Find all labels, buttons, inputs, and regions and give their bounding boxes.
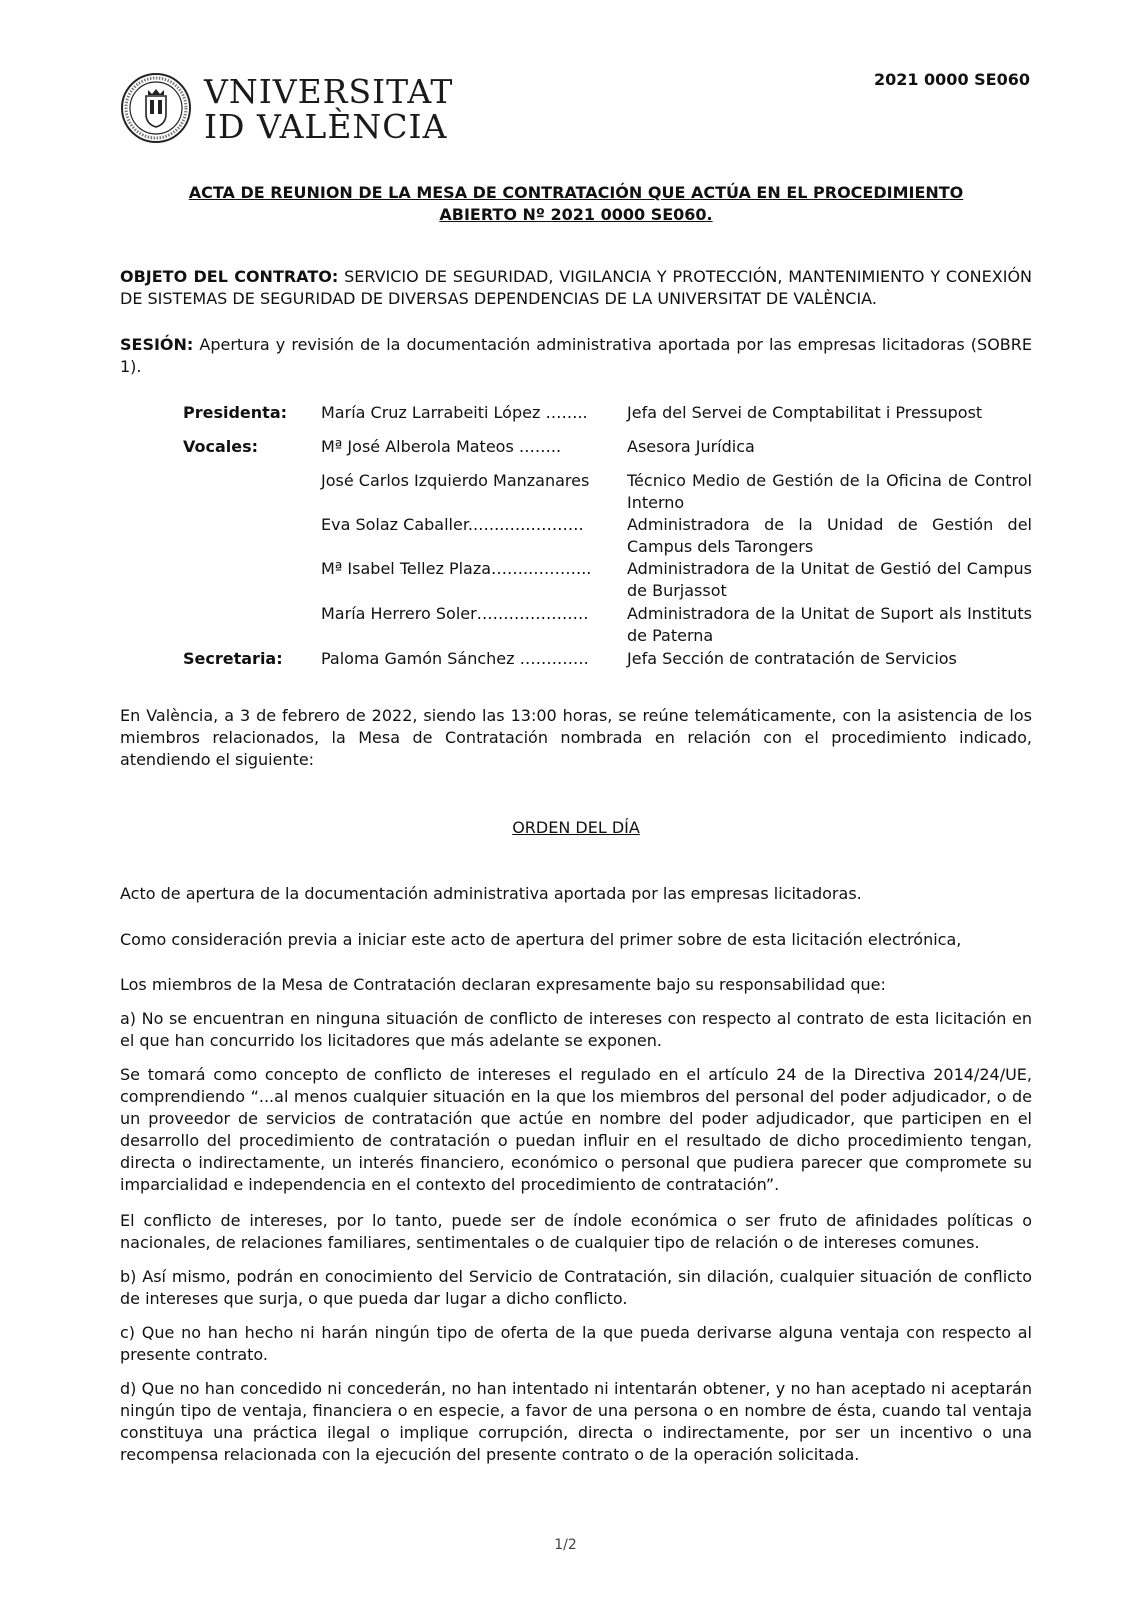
body-paragraph-3: Los miembros de la Mesa de Contratación declaran expresamente bajo su responsabilidad que:: [120, 975, 886, 994]
body-paragraph-conflict: El conflicto de intereses, por lo tanto, puede ser de índole económica o ser fruto de afinidades políticas o nacionales, de relaciones familiares, sentimentales o de cualquier tipo de relación o de intereses comunes.: [120, 1211, 1032, 1252]
title-line-2: ABIERTO Nº 2021 0000 SE060.: [439, 205, 713, 224]
document-title: [120, 182, 1032, 226]
member-name: María Herrero Soler…………………: [321, 604, 589, 623]
body-paragraph-a: a) No se encuentran en ninguna situación de conflicto de intereses con respecto al contrato de esta licitación en el que han concurrido los licitadores que más adelante se exponen.: [120, 1009, 1032, 1050]
member-row: [183, 648, 1032, 672]
members-table: [183, 402, 1032, 672]
session-text: Apertura y revisión de la documentación administrativa aportada por las empresas licitadoras (SOBRE 1).: [120, 335, 1032, 376]
page-number: 1/2: [554, 1537, 577, 1553]
contract-object: [120, 266, 1032, 310]
member-row: [183, 470, 1032, 514]
member-role: Presidenta:: [183, 403, 288, 422]
logo-wordmark: [204, 74, 453, 144]
member-name: Mª José Alberola Mateos ……..: [321, 437, 562, 456]
member-row: [183, 436, 1032, 470]
member-position: Asesora Jurídica: [627, 437, 755, 456]
body-paragraph-2: Como consideración previa a iniciar este acto de apertura del primer sobre de esta licitación electrónica,: [120, 930, 962, 949]
agenda-title: ORDEN DEL DÍA: [512, 818, 640, 837]
member-row: [183, 402, 1032, 436]
body-paragraph-definition: Se tomará como concepto de conflicto de intereses el regulado en el artículo 24 de la Directiva 2014/24/UE, comprendiendo “...al menos cualquier situación en la que los miembros del personal del poder adjudicador, o de un proveedor de servicios de contratación que actúe en nombre del poder adjudicador, que participen en el desarrollo del procedimiento de contratación o puedan influir en el resultado de dicho procedimiento tengan, directa o indirectamente, un interés financiero, económico o personal que pudiera parecer que compromete su imparcialidad e independencia en el contexto del procedimiento de contratación”.: [120, 1065, 1032, 1194]
body-paragraph-b: b) Así mismo, podrán en conocimiento del Servicio de Contratación, sin dilación, cualquier situación de conflicto de intereses que surja, o que pueda dar lugar a dicho conflicto.: [120, 1267, 1032, 1308]
logo-line-1: VNIVERSITAT: [204, 72, 454, 111]
session: [120, 334, 1032, 378]
member-row: [183, 558, 1032, 603]
contract-object-text: SERVICIO DE SEGURIDAD, VIGILANCIA Y PROTECCIÓN, MANTENIMIENTO Y CONEXIÓN DE SISTEMAS DE SEGURIDAD DE DIVERSAS DEPENDENCIAS DE LA UNIVERSITAT DE VALÈNCIA.: [120, 267, 1033, 308]
university-seal-icon: [120, 72, 192, 144]
member-role: Vocales:: [183, 437, 259, 456]
university-logo: [120, 72, 454, 148]
member-row: [183, 514, 1032, 558]
member-name: Paloma Gamón Sánchez ………….: [321, 649, 589, 668]
document-code: 2021 0000 SE060: [873, 70, 1030, 89]
member-row: [183, 603, 1032, 648]
member-name: Mª Isabel Tellez Plaza……..………..: [321, 559, 592, 578]
body-paragraph-1: Acto de apertura de la documentación administrativa aportada por las empresas licitadoras.: [120, 884, 862, 903]
contract-object-label: OBJETO DEL CONTRATO:: [120, 267, 339, 286]
title-line-1: ACTA DE REUNION DE LA MESA DE CONTRATACIÓN QUE ACTÚA EN EL PROCEDIMIENTO: [188, 183, 964, 202]
intro-paragraph: En València, a 3 de febrero de 2022, siendo las 13:00 horas, se reúne telemáticamente, con la asistencia de los miembros relacionados, la Mesa de Contratación nombrada en relación con el procedimiento indicado, atendiendo el siguiente:: [120, 706, 1032, 769]
member-name: Eva Solaz Caballer..…..…..……….: [321, 515, 584, 534]
member-position: Jefa del Servei de Comptabilitat i Pressupost: [627, 403, 983, 422]
member-name: María Cruz Larrabeiti López ……..: [321, 403, 588, 422]
session-label: SESIÓN:: [120, 335, 194, 354]
body-paragraph-d: d) Que no han concedido ni concederán, no han intentado ni intentarán obtener, y no han aceptado ni aceptarán ningún tipo de ventaja, financiera o en especie, a favor de una persona o en nombre de ésta, cuando tal ventaja constituya una práctica ilegal o implique corrupción, directa o indirectamente, por ser un incentivo o una recompensa relacionada con la ejecución del presente contrato o de la operación solicitada.: [120, 1379, 1032, 1464]
logo-line-2: ID VALÈNCIA: [204, 107, 448, 146]
member-position: Administradora de la Unitat de Gestió del Campus de Burjassot: [627, 559, 1032, 600]
member-position: Administradora de la Unitat de Suport als Instituts de Paterna: [627, 604, 1032, 645]
member-position: Técnico Medio de Gestión de la Oficina de Control Interno: [627, 471, 1032, 512]
member-role: Secretaria:: [183, 649, 283, 668]
member-position: Jefa Sección de contratación de Servicios: [627, 649, 957, 668]
body-paragraph-c: c) Que no han hecho ni harán ningún tipo de oferta de la que pueda derivarse alguna ventaja con respecto al presente contrato.: [120, 1323, 1032, 1364]
member-position: Administradora de la Unidad de Gestión del Campus dels Tarongers: [627, 515, 1032, 556]
member-name: José Carlos Izquierdo Manzanares: [321, 471, 590, 490]
